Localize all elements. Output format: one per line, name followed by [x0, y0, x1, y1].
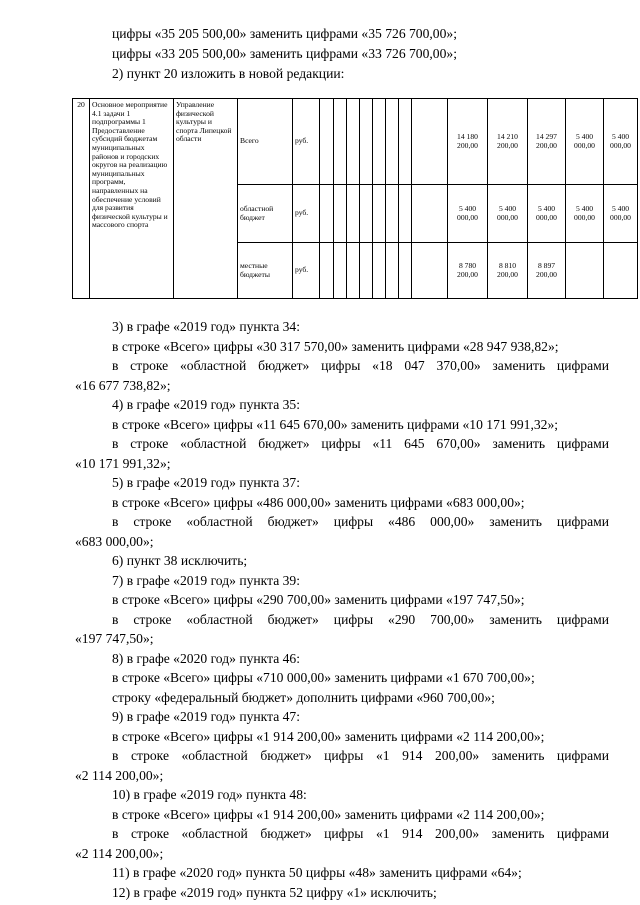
- empty-cell: [412, 243, 448, 299]
- empty-cell: [320, 99, 334, 185]
- unit: руб.: [293, 99, 320, 185]
- value-cell: [566, 243, 604, 299]
- doc-line: в строке «областной бюджет» цифры «1 914 200,00» заменить цифрами: [112, 748, 609, 763]
- empty-cell: [320, 185, 334, 243]
- doc-line: 10) в графе «2019 год» пункта 48:: [112, 787, 307, 802]
- empty-cell: [347, 185, 360, 243]
- doc-line: в строке «Всего» цифры «1 914 200,00» заменить цифрами «2 114 200,00»;: [112, 729, 545, 744]
- doc-line: 3) в графе «2019 год» пункта 34:: [112, 319, 301, 334]
- empty-cell: [347, 243, 360, 299]
- value-cell: 5 400 000,00: [488, 185, 528, 243]
- funding-source: областной бюджет: [238, 185, 293, 243]
- value-cell: 5 400 000,00: [566, 99, 604, 185]
- value-cell: 8 810 200,00: [488, 243, 528, 299]
- doc-line: в строке «Всего» цифры «290 700,00» заменить цифрами «197 747,50»;: [112, 592, 525, 607]
- doc-line: в строке «областной бюджет» цифры «290 700,00» заменить цифрами: [112, 612, 609, 627]
- doc-line: 5) в графе «2019 год» пункта 37:: [112, 475, 301, 490]
- doc-line: в строке «областной бюджет» цифры «486 000,00» заменить цифрами: [112, 514, 609, 529]
- value-cell: 8 897 200,00: [528, 243, 566, 299]
- doc-line: «2 114 200,00»;: [75, 846, 164, 861]
- doc-line: 12) в графе «2019 год» пункта 52 цифру «1» исключить;: [112, 885, 437, 900]
- empty-cell: [412, 99, 448, 185]
- value-cell: 5 400 000,00: [604, 185, 638, 243]
- empty-cell: [412, 185, 448, 243]
- item-number: 20: [73, 99, 90, 299]
- doc-line: в строке «областной бюджет» цифры «1 914 200,00» заменить цифрами: [112, 826, 609, 841]
- doc-line: в строке «областной бюджет» цифры «18 047 370,00» заменить цифрами: [112, 358, 609, 373]
- value-cell: 14 180 200,00: [448, 99, 488, 185]
- doc-line: в строке «Всего» цифры «30 317 570,00» заменить цифрами «28 947 938,82»;: [112, 339, 559, 354]
- empty-cell: [386, 185, 399, 243]
- doc-line: в строке «Всего» цифры «11 645 670,00» заменить цифрами «10 171 991,32»;: [112, 417, 559, 432]
- empty-cell: [360, 99, 373, 185]
- empty-cell: [399, 99, 412, 185]
- value-cell: 5 400 000,00: [604, 99, 638, 185]
- empty-cell: [320, 243, 334, 299]
- funding-source: Всего: [238, 99, 293, 185]
- empty-cell: [373, 243, 386, 299]
- doc-line: 11) в графе «2020 год» пункта 50 цифры «48» заменить цифрами «64»;: [112, 865, 522, 880]
- doc-line: в строке «областной бюджет» цифры «11 645 670,00» заменить цифрами: [112, 436, 609, 451]
- doc-line: 6) пункт 38 исключить;: [112, 553, 248, 568]
- empty-cell: [399, 185, 412, 243]
- empty-cell: [334, 185, 347, 243]
- unit: руб.: [293, 243, 320, 299]
- doc-line: цифры «33 205 500,00» заменить цифрами «33 726 700,00»;: [112, 46, 457, 61]
- measure-name: Основное мероприятие 4.1 задачи 1 подпрограммы 1 Предоставление субсидий бюджетам муниципальных районов и городских округов на реализацию муниципальных программ, направленных на обеспечение условий для развития физической культуры и массового спорта: [90, 99, 174, 299]
- empty-cell: [360, 243, 373, 299]
- doc-line: в строке «Всего» цифры «486 000,00» заменить цифрами «683 000,00»;: [112, 495, 525, 510]
- doc-line: 8) в графе «2020 год» пункта 46:: [112, 651, 301, 666]
- empty-cell: [360, 185, 373, 243]
- value-cell: 5 400 000,00: [566, 185, 604, 243]
- doc-line: «2 114 200,00»;: [75, 768, 164, 783]
- doc-line: «16 677 738,82»;: [75, 378, 171, 393]
- empty-cell: [334, 243, 347, 299]
- value-cell: 14 297 200,00: [528, 99, 566, 185]
- value-cell: 5 400 000,00: [448, 185, 488, 243]
- program-table: [72, 98, 638, 299]
- value-cell: [604, 243, 638, 299]
- funding-source: местные бюджеты: [238, 243, 293, 299]
- doc-line: в строке «Всего» цифры «710 000,00» заменить цифрами «1 670 700,00»;: [112, 670, 535, 685]
- empty-cell: [334, 99, 347, 185]
- doc-line: 4) в графе «2019 год» пункта 35:: [112, 397, 301, 412]
- doc-line: строку «федеральный бюджет» дополнить цифрами «960 700,00»;: [112, 690, 495, 705]
- doc-line: цифры «35 205 500,00» заменить цифрами «35 726 700,00»;: [112, 26, 457, 41]
- empty-cell: [399, 243, 412, 299]
- value-cell: 8 780 200,00: [448, 243, 488, 299]
- empty-cell: [386, 99, 399, 185]
- empty-cell: [386, 243, 399, 299]
- value-cell: 5 400 000,00: [528, 185, 566, 243]
- empty-cell: [373, 185, 386, 243]
- doc-line: 9) в графе «2019 год» пункта 47:: [112, 709, 301, 724]
- unit: руб.: [293, 185, 320, 243]
- executor: Управление физической культуры и спорта Липецкой области: [174, 99, 238, 299]
- doc-line: «10 171 991,32»;: [75, 456, 171, 471]
- doc-line: 2) пункт 20 изложить в новой редакции:: [112, 66, 345, 81]
- value-cell: 14 210 200,00: [488, 99, 528, 185]
- doc-line: «197 747,50»;: [75, 631, 154, 646]
- doc-line: «683 000,00»;: [75, 534, 154, 549]
- empty-cell: [373, 99, 386, 185]
- doc-line: 7) в графе «2019 год» пункта 39:: [112, 573, 301, 588]
- empty-cell: [347, 99, 360, 185]
- doc-line: в строке «Всего» цифры «1 914 200,00» заменить цифрами «2 114 200,00»;: [112, 807, 545, 822]
